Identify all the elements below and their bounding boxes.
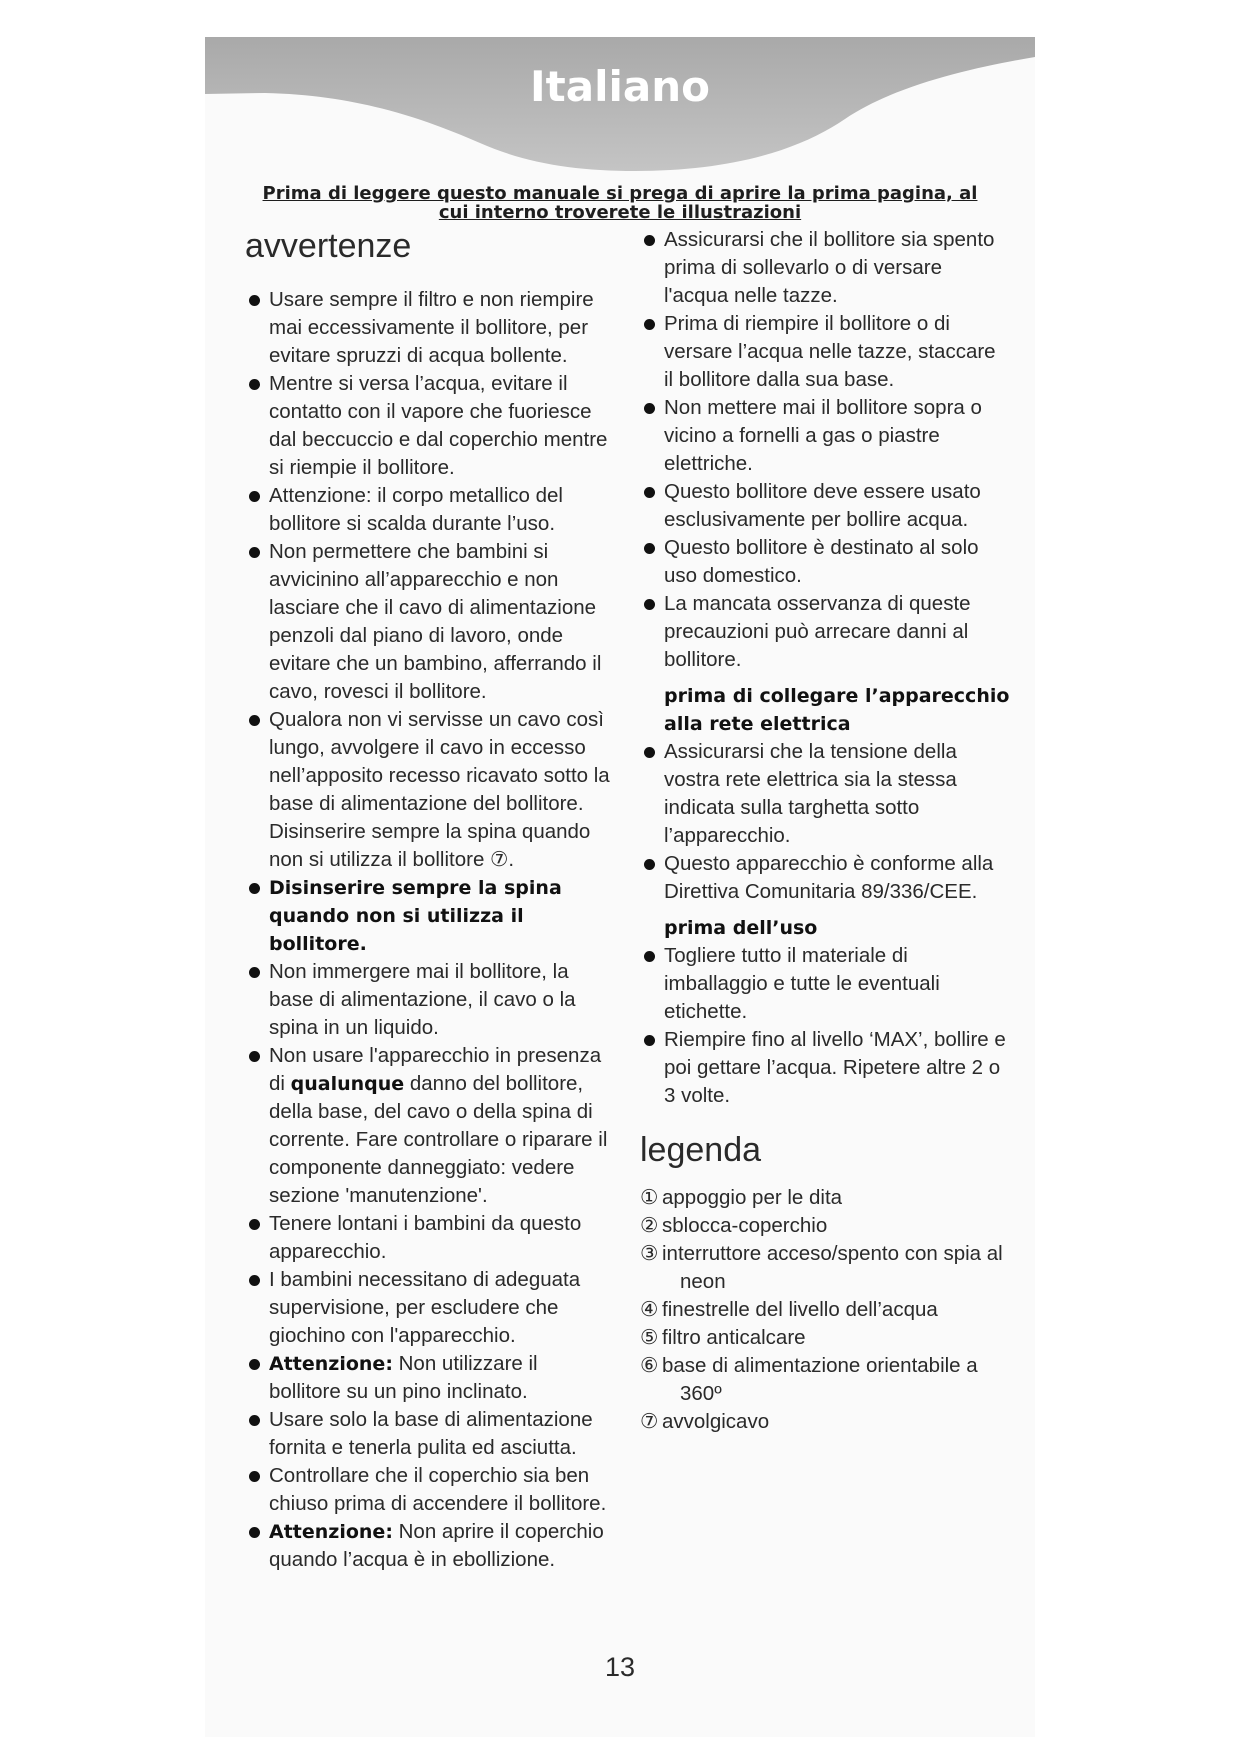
list-item: Non mettere mai il bollitore sopra o vicino a fornelli a gas o piastre elettriche. xyxy=(640,394,1010,478)
bullet-icon xyxy=(644,543,655,554)
legend-number: ③ xyxy=(640,1242,659,1265)
bullet-icon xyxy=(644,235,655,246)
left-column xyxy=(245,226,615,1574)
bullet-icon xyxy=(644,599,655,610)
bullet-icon xyxy=(249,1415,260,1426)
intro-note: Prima di leggere questo manuale si prega di aprire la prima pagina, al cui interno troverete le illustrazioni xyxy=(262,183,978,223)
warnings-list xyxy=(245,286,615,1574)
header-banner xyxy=(205,37,1035,185)
bullet-icon xyxy=(249,295,260,306)
legend-item: ② sblocca-coperchio xyxy=(640,1212,1010,1240)
list-item: Assicurarsi che la tensione della vostra rete elettrica sia la stessa indicata sulla targhetta sotto l’apparecchio. xyxy=(640,738,1010,850)
list-item: Mentre si versa l’acqua, evitare il contatto con il vapore che fuoriesce dal beccuccio e dal coperchio mentre si riempie il bollitore. xyxy=(245,370,615,482)
list-item: I bambini necessitano di adeguata supervisione, per escludere che giochino con l'apparecchio. xyxy=(245,1266,615,1350)
section-heading-avvertenze: avvertenze xyxy=(245,227,412,265)
list-item-bold: Disinserire sempre la spina quando non si utilizza il bollitore. xyxy=(245,874,615,958)
list-item: Questo bollitore è destinato al solo uso domestico. xyxy=(640,534,1010,590)
list-item: Non immergere mai il bollitore, la base di alimentazione, il cavo o la spina in un liquido. xyxy=(245,958,615,1042)
bullet-icon xyxy=(249,715,260,726)
connect-list xyxy=(640,738,1010,906)
legend-item: ⑤ filtro anticalcare xyxy=(640,1324,1010,1352)
legend-number: ② xyxy=(640,1214,659,1237)
bullet-icon xyxy=(249,1275,260,1286)
list-item: Attenzione: Non aprire il coperchio quando l’acqua è in ebollizione. xyxy=(245,1518,615,1574)
list-item: Assicurarsi che il bollitore sia spento prima di sollevarlo o di versare l'acqua nelle tazze. xyxy=(640,226,1010,310)
list-item: Usare sempre il filtro e non riempire mai eccessivamente il bollitore, per evitare spruzzi di acqua bollente. xyxy=(245,286,615,370)
bullet-icon xyxy=(249,883,260,894)
list-item: Controllare che il coperchio sia ben chiuso prima di accendere il bollitore. xyxy=(245,1462,615,1518)
legend-item: ① appoggio per le dita xyxy=(640,1184,1010,1212)
list-item: Togliere tutto il materiale di imballaggio e tutte le eventuali etichette. xyxy=(640,942,1010,1026)
legend-list xyxy=(640,1184,1010,1436)
list-item: Questo bollitore deve essere usato esclusivamente per bollire acqua. xyxy=(640,478,1010,534)
bullet-icon xyxy=(644,319,655,330)
list-item: Non usare l'apparecchio in presenza di qualunque danno del bollitore, della base, del cavo o della spina di corrente. Fare controllare o riparare il componente danneggiato: vedere sezione 'manutenzione'. xyxy=(245,1042,615,1210)
list-item: La mancata osservanza di queste precauzioni può arrecare danni al bollitore. xyxy=(640,590,1010,674)
page-number: 13 xyxy=(604,1652,636,1682)
header-title: Italiano xyxy=(530,62,710,111)
legend-number: ⑤ xyxy=(640,1326,659,1349)
bullet-icon xyxy=(249,491,260,502)
bullet-icon xyxy=(644,403,655,414)
section-heading-collegare: prima di collegare l’apparecchio alla rete elettrica xyxy=(664,685,1010,735)
bullet-icon xyxy=(249,1471,260,1482)
bullet-icon xyxy=(249,967,260,978)
bullet-icon xyxy=(249,1527,260,1538)
list-item: Attenzione: Non utilizzare il bollitore su un pino inclinato. xyxy=(245,1350,615,1406)
list-item: Qualora non vi servisse un cavo così lungo, avvolgere il cavo in eccesso nell’apposito recesso ricavato sotto la base di alimentazione del bollitore. Disinserire sempre la spina quando non si utilizza il bollitore ⑦. xyxy=(245,706,615,874)
warnings-list-continued xyxy=(640,226,1010,674)
legend-item: ④ finestrelle del livello dell’acqua xyxy=(640,1296,1010,1324)
bullet-icon xyxy=(644,747,655,758)
right-column xyxy=(640,226,1010,1436)
list-item: Tenere lontani i bambini da questo apparecchio. xyxy=(245,1210,615,1266)
bullet-icon xyxy=(644,1035,655,1046)
list-item: Questo apparecchio è conforme alla Direttiva Comunitaria 89/336/CEE. xyxy=(640,850,1010,906)
legend-number: ① xyxy=(640,1186,659,1209)
list-item: Non permettere che bambini si avvicinino all’apparecchio e non lasciare che il cavo di alimentazione penzoli dal piano di lavoro, onde evitare che un bambino, afferrando il cavo, rovesci il bollitore. xyxy=(245,538,615,706)
list-item: Prima di riempire il bollitore o di versare l’acqua nelle tazze, staccare il bollitore dalla sua base. xyxy=(640,310,1010,394)
legend-number: ⑦ xyxy=(640,1410,659,1433)
legend-item: ③ interruttore acceso/spento con spia al neon xyxy=(640,1242,1003,1293)
legend-item: ⑥ base di alimentazione orientabile a 360º xyxy=(640,1354,978,1405)
bullet-icon xyxy=(249,1219,260,1230)
legend-number: ⑥ xyxy=(640,1354,659,1377)
bullet-icon xyxy=(249,1359,260,1370)
bullet-icon xyxy=(249,379,260,390)
first-use-list xyxy=(640,942,1010,1110)
bullet-icon xyxy=(644,859,655,870)
section-heading-uso: prima dell’uso xyxy=(664,917,818,939)
legend-number: ④ xyxy=(640,1298,659,1321)
section-heading-legenda: legenda xyxy=(640,1131,762,1169)
bullet-icon xyxy=(249,547,260,558)
list-item: Usare solo la base di alimentazione fornita e tenerla pulita ed asciutta. xyxy=(245,1406,615,1462)
bullet-icon xyxy=(249,1051,260,1062)
legend-item: ⑦ avvolgicavo xyxy=(640,1408,1010,1436)
list-item: Attenzione: il corpo metallico del bollitore si scalda durante l’uso. xyxy=(245,482,615,538)
bullet-icon xyxy=(644,951,655,962)
list-item: Riempire fino al livello ‘MAX’, bollire e poi gettare l’acqua. Ripetere altre 2 o 3 volte. xyxy=(640,1026,1010,1110)
bullet-icon xyxy=(644,487,655,498)
